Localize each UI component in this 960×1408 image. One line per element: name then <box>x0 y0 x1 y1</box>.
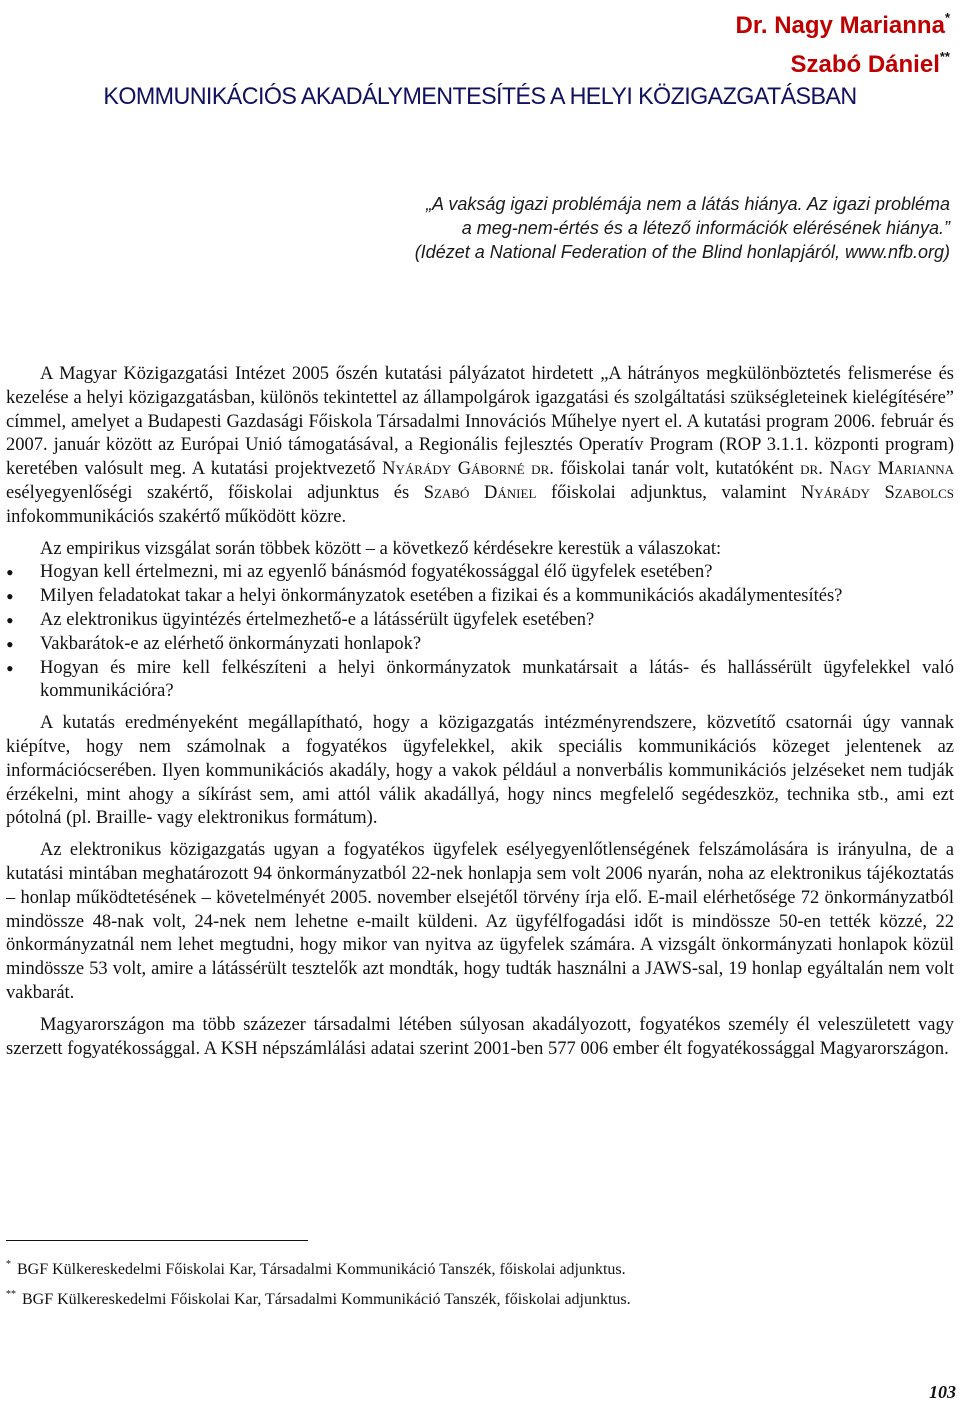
intro-text: esélyegyenlőségi szakértő, főiskolai adjunktus és <box>6 482 424 503</box>
motto-source: (Idézet a National Federation of the Blind honlapjáról, www.nfb.org) <box>414 242 950 262</box>
intro-text: A Magyar Közigazgatási Intézet 2005 őszén kutatási pályázatot hirdetett „A hátrányos megkülönböztetés felismerése és kezelése a helyi közigazgatásban, különös tekintettel az állampolgárok igazgatási és szolgáltatási szükségleteinek kielégítésére” címmel, amelyet a Budapesti Gazdasági Főiskola Társadalmi Innovációs Műhelye nyert el. A kutatási program 2006. február és 2007. január között az Európai Unió támogatásával, a Regionális fejlesztés Operatív Program (ROP 3.1.1. központi program) keretében valósult meg. A kutatási projektvezető <box>6 364 954 480</box>
author-1-footnote-mark: * <box>944 10 950 25</box>
footnote-mark: ** <box>6 1289 16 1300</box>
intro-text: főiskolai tanár volt, kutatóként <box>553 459 801 480</box>
page-number: 103 <box>929 1382 956 1402</box>
intro-paragraph <box>6 363 954 530</box>
questions-lead: Az empirikus vizsgálat során többek között – a következő kérdésekre kerestük a válaszokat: <box>40 538 722 559</box>
footnote-text: BGF Külkereskedelmi Főiskolai Kar, Társadalmi Kommunikáció Tanszék, főiskolai adjunktus. <box>22 1291 631 1308</box>
footnote-mark: * <box>6 1259 11 1270</box>
footnotes <box>6 1252 946 1312</box>
footnote-1 <box>6 1252 946 1282</box>
author-2-name: Szabó Dániel <box>790 51 940 78</box>
article-body <box>6 363 954 1061</box>
author-1 <box>736 2 950 41</box>
person-name: Szabó Dániel <box>423 482 537 503</box>
question-item: • Hogyan és mire kell felkészíteni a helyi önkormányzatok munkatársait a látás- és hallássérült ügyfelekkel való kommunikációra? <box>6 657 954 705</box>
intro-text: főiskolai adjunktus, valamint <box>536 482 801 503</box>
footnote-2 <box>6 1282 946 1312</box>
question-item: • Vakbarátok-e az elérhető önkormányzati honlapok? <box>6 633 954 657</box>
author-1-name: Dr. Nagy Marianna <box>735 12 945 39</box>
person-name: Nyárády Szabolcs <box>800 482 954 503</box>
intro-text: infokommunikációs szakértő működött közre. <box>6 506 347 527</box>
egovernment-paragraph: Az elektronikus közigazgatás ugyan a fogyatékos ügyfelek esélyegyenlőtlenségének felszámolására is irányulna, de a kutatási mintában meghatározott 94 önkormányzatból 22-nek honlapja sem volt 2006 nyarán, noha az elektronikus tájékoztatás – honlap működtetésének – követelményét 2005. november elsejétől törvény írja elő. E-mail elérhetősége 72 önkormányzatból mindössze 48-nak volt, 24-nek nem lehetne e-mailt küldeni. Az ügyfélfogadási időt is mindössze 50-en tették közzé, 22 önkormányzatnál nem lehet megtudni, hogy mikor van nyitva az ügyfelek számára. A vizsgált önkormányzati honlapok közül mindössze 53 volt, amire a látássérült tesztelők azt mondták, hogy tudták használni a JAWS-sal, 19 honlap egyáltalán nem volt vakbarát. <box>6 840 954 1003</box>
footnote-divider <box>6 1240 308 1241</box>
person-name: Nyárády Gáborné dr. <box>382 459 554 480</box>
author-2-footnote-mark: ** <box>939 49 950 64</box>
statistics-paragraph: Magyarországon ma több százezer társadalmi létében súlyosan akadályozott, fogyatékos személy él veleszületett vagy szerzett fogyatékossággal. A KSH népszámlálási adatai szerint 2001-ben 577 006 ember élt fogyatékossággal Magyarországon. <box>6 1014 954 1059</box>
person-name: dr. Nagy Marianna <box>800 459 954 480</box>
article-title: KOMMUNIKÁCIÓS AKADÁLYMENTESÍTÉS A HELYI KÖZIGAZGATÁSBAN <box>103 83 857 110</box>
motto-quote <box>310 192 950 264</box>
question-item: • Hogyan kell értelmezni, mi az egyenlő bánásmód fogyatékossággal élő ügyfelek esetében? <box>6 561 954 585</box>
footnote-text: BGF Külkereskedelmi Főiskolai Kar, Társadalmi Kommunikáció Tanszék, főiskolai adjunktus. <box>17 1261 626 1278</box>
motto-line: a meg-nem-értés és a létező információk elérésének hiánya.” <box>461 218 950 238</box>
author-2 <box>736 41 950 80</box>
findings-paragraph: A kutatás eredményeként megállapítható, hogy a közigazgatás intézményrendszere, közvetítő csatornái úgy vannak kiépítve, hogy nem számolnak a fogyatékos ügyfelekkel, akik speciális kommunikációs közeget jelentenek az információcserében. Ilyen kommunikációs akadály, hogy a vakok például a nonverbális kommunikációs jelzéseket nem tudják érzékelni, mint ahogy a síkírást sem, ami attól válik akadállyá, hogy nincs megfelelő segédeszköz, technika stb., ami ezt pótolná (pl. Braille- vagy elektronikus formátum). <box>6 713 954 829</box>
author-block <box>736 2 950 80</box>
question-item: • Milyen feladatokat takar a helyi önkormányzatok esetében a fizikai és a kommunikációs akadálymentesítés? <box>6 585 954 609</box>
question-item: • Az elektronikus ügyintézés értelmezhető-e a látássérült ügyfelek esetében? <box>6 609 954 633</box>
motto-line: „A vakság igazi problémája nem a látás hiánya. Az igazi probléma <box>426 194 950 214</box>
question-list <box>6 561 954 704</box>
